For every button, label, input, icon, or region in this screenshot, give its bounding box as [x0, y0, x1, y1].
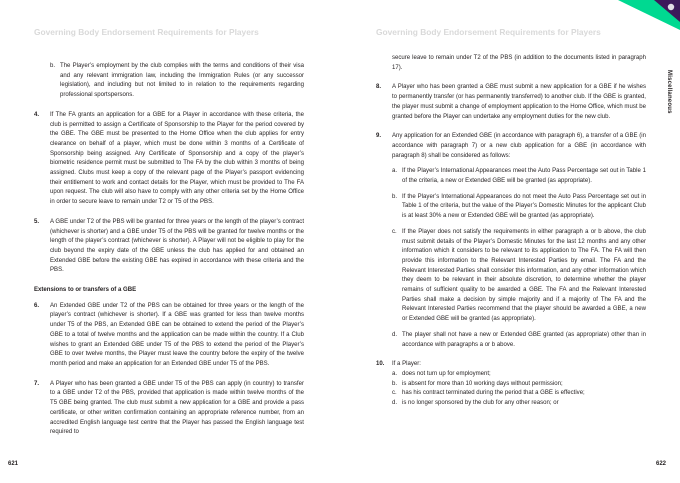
item-label: d.: [392, 331, 398, 338]
right-page-body: [376, 54, 646, 419]
paragraph-9-item-c: [392, 228, 646, 325]
paragraph-10-number: 10.: [376, 361, 385, 368]
paragraph-4-text: If The FA grants an application for a GBE for a Player in accordance with these criteria, the club is permitted to assign a Certificate of Sponsorship to the Player for the period covered by the GBE. The GBE must be presented to the Home Office when the club applies for entry clearance on behalf of a player, which must be done within 3 months of a Certificate of Sponsorship being assigned. Any Certificate of Sponsorship and a copy of the player’s biometric residence permit must be submitted to The FA by the club within 3 months of being assigned. Clubs must keep a copy of the relevant page of the Player’s passport evidencing their entitlement to work and contact details for the Player, which must be provided to The FA upon request. The club will also have to comply with any other criteria set by the Home Office in order to secure leave to remain under T2 or T5 of the PBS.: [50, 111, 304, 206]
page-header-right: Governing Body Endorsement Requirements for Players: [376, 27, 601, 37]
crest-icon: [668, 4, 674, 10]
item-text: is no longer sponsored by the club for any other reason; or: [402, 400, 559, 407]
paragraph-5: [34, 218, 304, 276]
paragraph-7: [34, 380, 304, 438]
item-3b-label: b.: [50, 63, 56, 69]
paragraph-7-number: 7.: [34, 380, 40, 387]
left-page-body: [34, 62, 304, 448]
paragraph-7-text: A Player who has been granted a GBE under T5 of the PBS can apply (in country) to transfer to a GBE under T2 of the PBS, provided that application is made within twelve months of the T5 GBE being granted. The club must submit a new application for a GBE and provide a pass certificate, or other written confirmation containing an appropriate reference number, from an accredited English language test centre that the Player has passed the English language test required to: [50, 380, 304, 436]
item-label: a.: [392, 168, 398, 175]
paragraph-8: [376, 83, 646, 122]
paragraph-5-number: 5.: [34, 218, 40, 225]
item-label: b.: [392, 380, 398, 387]
paragraph-10-item-b: [392, 380, 646, 390]
page-number-left: 621: [8, 461, 19, 467]
item-text: If the Player’s International Appearances do not meet the Auto Pass Percentage set out in Table 1 of the criteria, but the value of the Player’s Domestic Minutes for the applicant Club is at least 30% a new or Extended GBE will be granted (as appropriate).: [402, 193, 646, 220]
paragraph-10-item-c: [392, 389, 646, 399]
item-label: c.: [392, 390, 397, 397]
item-text: The player shall not have a new or Extended GBE granted (as appropriate) other than in accordance with paragraphs a or b above.: [402, 331, 646, 348]
item-3b-text: The Player’s employment by the club complies with the terms and conditions of their visa and any relevant immigration law, including the Immigration Rules (or any successor legislation), and including but not limited to in relation to the requirements regarding professional sportspersons.: [60, 63, 304, 99]
item-text: does not turn up for employment;: [402, 370, 491, 377]
paragraph-5-text: A GBE under T2 of the PBS will be granted for three years or the length of the player’s contract (whichever is shorter) and a GBE under T5 of the PBS will be granted for twelve months or the length of the player’s contract (whichever is shorter). A Player will not be eligible to play for the club beyond the expiry date of the GBE unless the club has applied for and obtained an Extended GBE before the existing GBE has expired in accordance with these criteria and the PBS.: [50, 218, 304, 274]
item-label: b.: [392, 193, 398, 200]
item-label: c.: [392, 228, 397, 235]
paragraph-6-number: 6.: [34, 302, 40, 309]
item-text: If the Player does not satisfy the requirements in either paragraph a or b above, the club must submit details of the Player’s Domestic Minutes for the last 12 months and any other information which it considers to be relevant to its application to The FA. The FA will then provide this information to the Relevant Interested Parties by email. The FA and the Relevant Interested Parties shall consider this information, and any other information which they deem to be relevant in their absolute discretion, to determine whether the player remains of sufficient quality to be awarded a GBE. The FA and the Relevant Interested Parties shall make a decision by simple majority and if a majority of The FA and the Relevant Interested Parties recommend that the player should be awarded a GBE, a new or Extended GBE will be granted (as appropriate).: [402, 228, 646, 323]
corner-logo-graphic: [610, 0, 680, 30]
paragraph-9-item-b: [392, 193, 646, 222]
item-text: is absent for more than 10 working days without permission;: [402, 380, 563, 387]
section-heading-extensions: Extensions to or transfers of a GBE: [34, 287, 137, 294]
paragraph-7-continued: secure leave to remain under T2 of the PBS (in addition to the documents listed in paragraph 17).: [392, 55, 646, 71]
paragraph-9-number: 9.: [376, 133, 382, 140]
paragraph-4-number: 4.: [34, 111, 40, 118]
paragraph-8-number: 8.: [376, 84, 382, 91]
paragraph-6-text: An Extended GBE under T2 of the PBS can be obtained for three years or the length of the player’s contract (whichever is shorter). If a GBE was granted for less than twelve months under T5 of the PBS, an Extended GBE can be obtained to extend the period of the Player’s GBE to a total of twelve months and the application can be made within the country. If a Club wishes to grant an Extended GBE under T5 of the PBS to extend the period of the Player’s GBE to over twelve months, the Player must leave the country before the expiry of the twelve month period and make an application for an Extended GBE under T5 of the PBS.: [50, 302, 304, 367]
paragraph-6: [34, 302, 304, 370]
paragraph-10: [376, 360, 646, 409]
paragraph-8-text: A Player who has been granted a GBE must submit a new application for a GBE if he wishes to permanently transfer (or has permanently transferred) to another club. If the GBE is granted, the player must submit a change of employment application to the Home Office, which must be granted before the Player can undertake any employment duties for the new club.: [392, 84, 646, 120]
paragraph-9-item-d: [392, 331, 646, 350]
paragraph-10-item-a: [392, 370, 646, 380]
paragraph-9-text: Any application for an Extended GBE (in accordance with paragraph 6), a transfer of a GBE (in accordance with paragraph 7) or a new club application for a GBE (in accordance with paragraph 8) shall be considered as follows:: [392, 133, 646, 159]
page-header-left: Governing Body Endorsement Requirements for Players: [34, 27, 259, 37]
item-3b: [34, 62, 304, 101]
paragraph-9-item-a: [392, 167, 646, 186]
item-text: If the Player’s International Appearances meet the Auto Pass Percentage set out in Table 1 of the criteria, a new or Extended GBE will be granted (as appropriate).: [402, 168, 646, 185]
section-tab-miscellaneous: Miscellaneous: [666, 70, 672, 114]
item-label: d.: [392, 400, 398, 407]
paragraph-4: [34, 111, 304, 208]
paragraph-10-item-d: [392, 399, 646, 409]
right-page: [340, 0, 680, 483]
item-label: a.: [392, 370, 398, 377]
paragraph-10-text: If a Player:: [392, 361, 421, 368]
paragraph-9: [376, 132, 646, 350]
page-number-right: 622: [655, 461, 666, 467]
item-text: has his contract terminated during the period that a GBE is effective;: [402, 390, 585, 397]
